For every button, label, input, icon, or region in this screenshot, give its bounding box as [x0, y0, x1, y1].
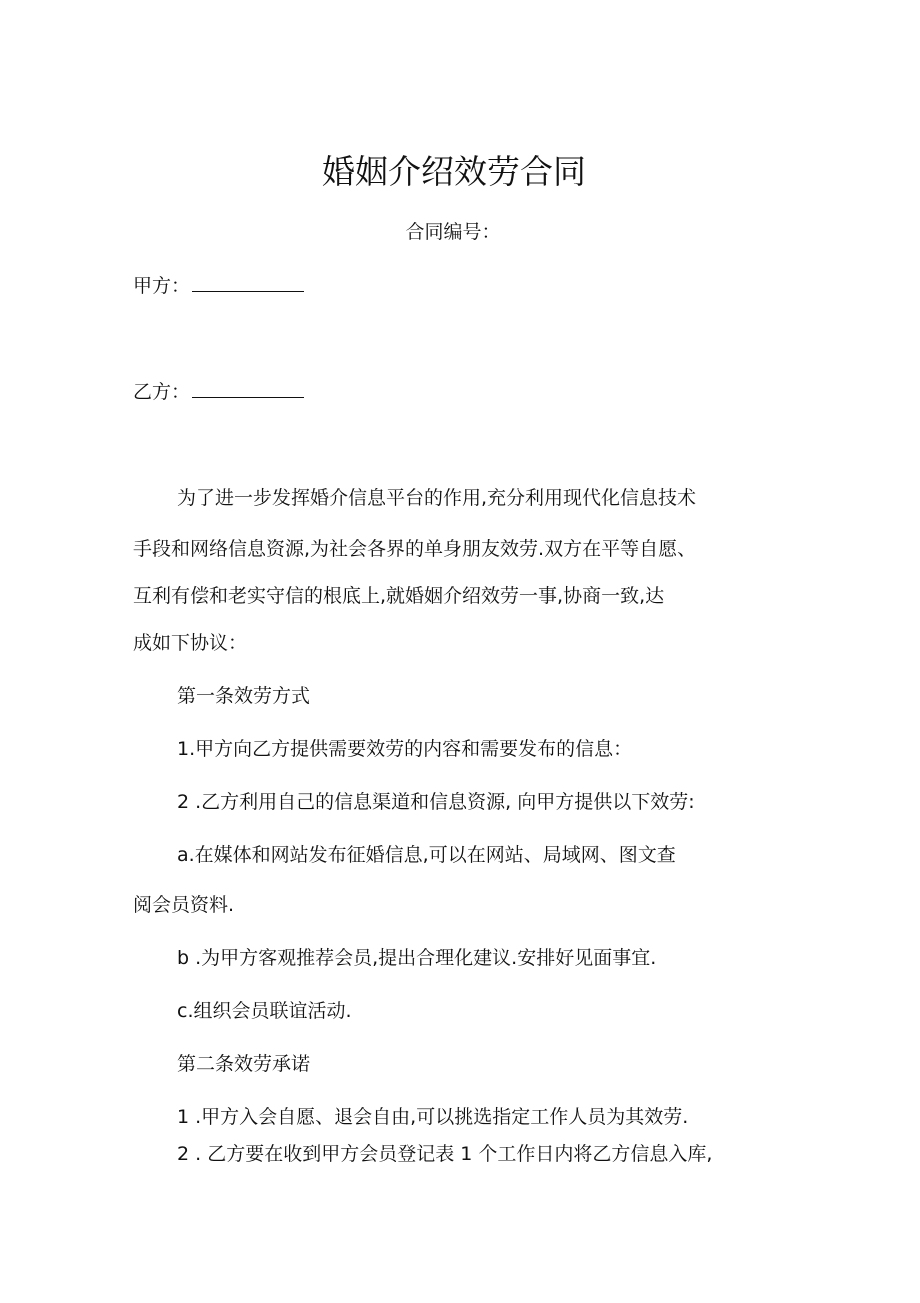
party-a-label: 甲方：	[133, 275, 191, 297]
contract-number-label: 合同编号：	[405, 221, 501, 243]
paragraph-line: 成如下协议：	[133, 632, 248, 654]
party-a-blank-line	[192, 273, 304, 292]
paragraph-line: 2 .乙方利用自己的信息渠道和信息资源, 向甲方提供以下效劳:	[177, 791, 695, 813]
party-a	[133, 272, 304, 300]
party-b-label: 乙方：	[133, 381, 191, 403]
paragraph-line: 2 . 乙方要在收到甲方会员登记表 1 个工作日内将乙方信息入库,	[177, 1143, 713, 1165]
paragraph-line: 阅会员资料.	[133, 894, 235, 916]
article-heading: 第二条效劳承诺	[177, 1053, 311, 1075]
document-title: 婚姻介绍效劳合同	[322, 152, 586, 191]
article-heading: 第一条效劳方式	[177, 685, 311, 707]
paragraph-line: a.在媒体和网站发布征婚信息,可以在网站、局域网、图文查	[177, 844, 676, 866]
paragraph-line: b .为甲方客观推荐会员,提出合理化建议.安排好见面事宜.	[177, 947, 657, 969]
paragraph-line: 手段和网络信息资源,为社会各界的单身朋友效劳.双方在平等自愿、	[133, 538, 697, 560]
paragraph-line: 1 .甲方入会自愿、退会自由,可以挑选指定工作人员为其效劳.	[177, 1106, 689, 1128]
party-b	[133, 378, 304, 406]
paragraph-line: 为了进一步发挥婚介信息平台的作用,充分利用现代化信息技术	[177, 487, 697, 509]
paragraph-line: c.组织会员联谊活动.	[177, 1000, 352, 1022]
paragraph-line: 互利有偿和老实守信的根底上,就婚姻介绍效劳一事,协商一致,达	[133, 585, 665, 607]
paragraph-line: 1.甲方向乙方提供需要效劳的内容和需要发布的信息：	[177, 738, 633, 760]
party-b-blank-line	[192, 379, 304, 398]
